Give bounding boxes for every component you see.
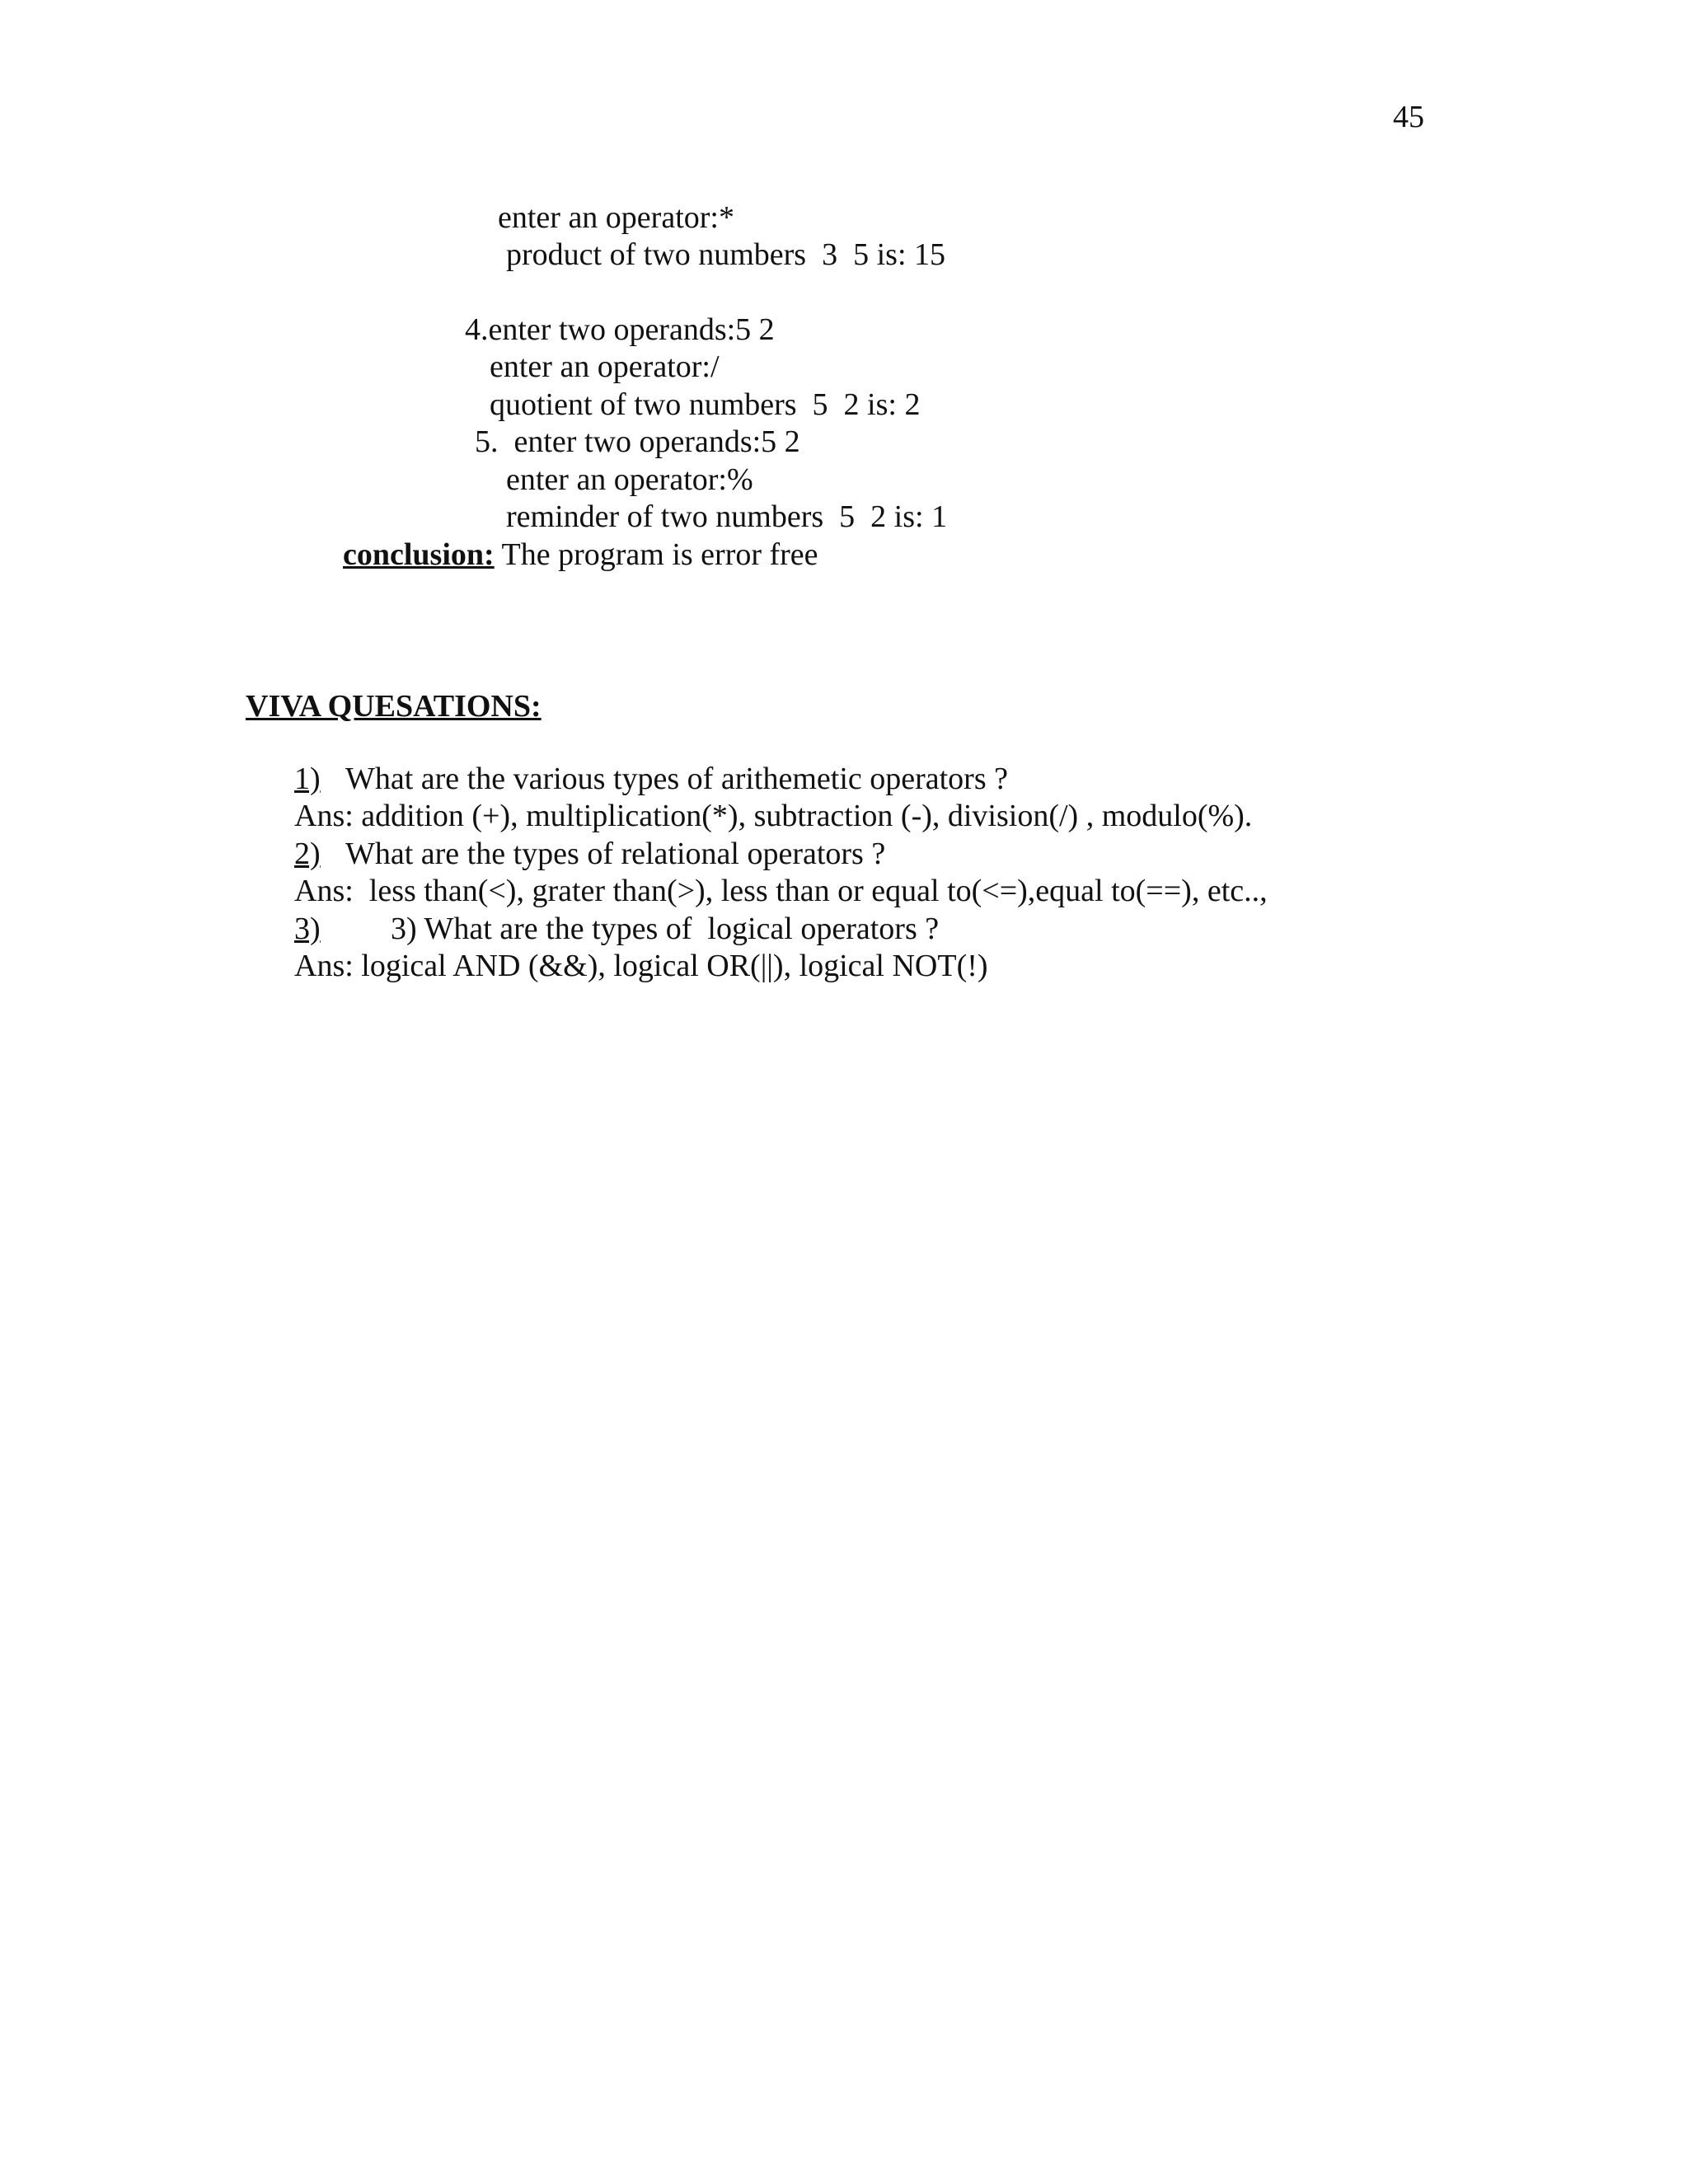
conclusion-label: conclusion:	[343, 537, 495, 572]
output-line-quotient: quotient of two numbers 5 2 is: 2	[490, 387, 921, 422]
output-line-operands-5: 5. enter two operands:5 2	[475, 424, 800, 459]
viva-answer-2: Ans: less than(<), grater than(>), less than or equal to(<=),equal to(==), etc..,	[294, 874, 1268, 908]
conclusion-line	[343, 537, 818, 573]
viva-question-2	[294, 836, 885, 872]
viva-question-3	[294, 911, 939, 947]
output-line-reminder: reminder of two numbers 5 2 is: 1	[506, 499, 948, 534]
viva-question-1-number: 1)	[294, 762, 321, 796]
viva-answer-1: Ans: addition (+), multiplication(*), subtraction (-), division(/) , modulo(%).	[294, 799, 1253, 833]
viva-question-1-text: What are the various types of arithemetic operators ?	[345, 762, 1008, 796]
viva-question-2-text: What are the types of relational operators ?	[345, 837, 886, 871]
page-number: 45	[1393, 100, 1424, 134]
viva-question-2-number: 2)	[294, 837, 321, 871]
output-line-operands-4: 4.enter two operands:5 2	[465, 312, 775, 347]
conclusion-text: The program is error free	[494, 537, 818, 572]
viva-question-3-text: 3) What are the types of logical operators ?	[344, 912, 940, 946]
viva-question-1	[294, 761, 1008, 797]
output-line-operator-modulo: enter an operator:%	[506, 462, 753, 497]
viva-heading: VIVA QUESATIONS:	[246, 689, 542, 724]
output-line-operator-divide: enter an operator:/	[490, 349, 720, 384]
viva-question-3-number: 3)	[294, 912, 321, 946]
output-line-product: product of two numbers 3 5 is: 15	[506, 237, 946, 272]
output-line-operator-multiply: enter an operator:*	[498, 200, 734, 235]
viva-answer-3: Ans: logical AND (&&), logical OR(||), logical NOT(!)	[294, 949, 988, 983]
